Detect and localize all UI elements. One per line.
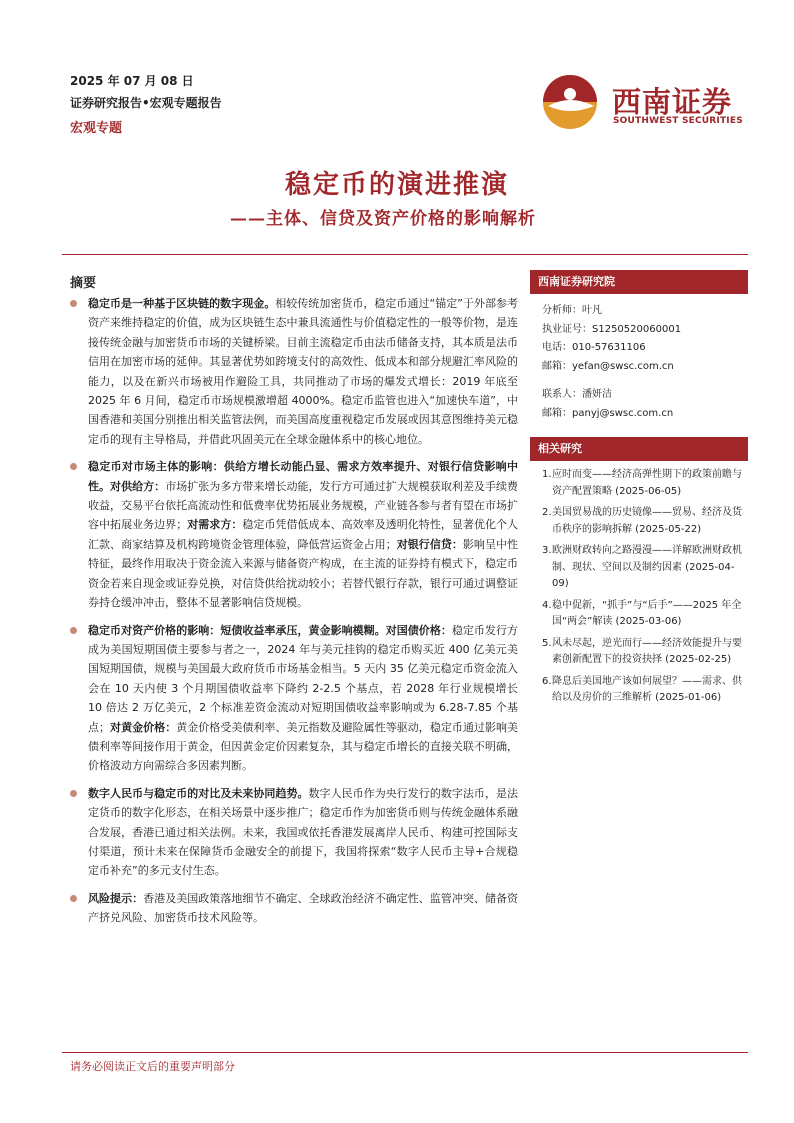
bullet-lead: 数字人民币与稳定币的对比及未来协同趋势。 [88, 786, 309, 800]
bullet-text: 稳定币凭借低成本、高效率及透明化特性，显著优化个人汇款、商家结算及机构跨境资金管理体验，降低营运资金占用； [88, 518, 519, 551]
sidebar [530, 270, 748, 712]
related-research-item[interactable]: 6. 降息后美国地产该如何展望？——需求、供给以及房价的三维解析 (2025-01-06) [542, 675, 742, 703]
bullet-text: 数字人民币作为央行发行的数字法币，是法定货币的数字化形态，在相关场景中逐步推广；稳定币作为加密货币则与传统金融体系融合发展，香港已通过相关法例。未来，我国或依托香港发展离岸人民币、构建可控国际支付渠道，预计未来在保障货币金融安全的前提下，我国将探索“数字人民币主导+合规稳定币补充”的多元支付生态。 [88, 786, 519, 878]
related-research-item[interactable]: 3. 欧洲财政转向之路漫漫——详解欧洲财政机制、现状、空间以及制约因素 (2025-04-09) [542, 545, 742, 589]
bullet-lead: 稳定币对资产价格的影响：短债收益率承压，黄金影响模糊。对国债价格： [88, 623, 452, 637]
brand-name-cn: 西南证券 [612, 85, 733, 119]
contact-person: 联系人：潘妍洁 [542, 389, 612, 400]
summary-bullet [70, 457, 518, 612]
summary-heading: 摘要 [70, 276, 97, 291]
bottom-divider [62, 1052, 748, 1053]
bullet-dot-icon [70, 463, 77, 470]
related-research-item[interactable]: 5. 风未尽起，逆光而行——经济效能提升与要素创新配置下的投资抉择 (2025-02-25) [542, 637, 742, 665]
bullet-dot-icon [70, 895, 77, 902]
contact-email: 邮箱：panyj@swsc.com.cn [542, 407, 674, 419]
analyst-name: 分析师：叶凡 [542, 305, 602, 316]
bullet-lead: 对需求方： [187, 518, 243, 532]
summary-bullet [70, 889, 518, 928]
phone-number: 电话：010-57631106 [542, 342, 646, 353]
summary-bullet [70, 294, 518, 449]
bullet-lead: 对银行信贷： [396, 537, 463, 551]
bullet-dot-icon [70, 627, 77, 634]
brand-name-en: SOUTHWEST SECURITIES [613, 116, 743, 126]
summary-bullet [70, 784, 518, 881]
related-research-heading: 相关研究 [530, 437, 748, 461]
bullet-text: 相较传统加密货币，稳定币通过“锚定”于外部参考资产来维持稳定的价值，成为区块链生态中兼具流通性与价值稳定性的一般等价物，是连接传统金融与加密货币市场的关键桥梁。目前主流稳定币由法币储备支持，其本质是法币信用在加密市场的延伸。其显著优势如跨境支付的高效性、低成本和部分规避汇率风险的能力，以及在新兴市场被用作避险工具，共同推动了市场的爆发式增长：2019 年底至 2025 年 6 月间，稳定币市场规模激增超 4000%。稳定币监管也进入“加速快车道”，中国香港和美国分别推出相关监管法例，而美国高度重视稳定币发展或因其意图维持美元稳定币的现有主导格局，并借此巩固美元在全球金融体系中的核心地位。 [88, 297, 518, 446]
disclaimer-footer: 请务必阅读正文后的重要声明部分 [70, 1060, 235, 1073]
related-research-list [530, 461, 748, 707]
bullet-lead: 风险提示： [88, 891, 144, 905]
institute-heading: 西南证券研究院 [530, 270, 748, 294]
related-research-item[interactable]: 4. 稳中促新，“抓手”与“后手”——2025 年全国“两会”解读 (2025-03-06) [542, 599, 742, 627]
summary-section [70, 294, 518, 936]
report-type: 证券研究报告•宏观专题报告 [70, 96, 222, 110]
related-research-item[interactable]: 2. 美国贸易战的历史镜像——贸易、经济及货币秩序的影响拆解 (2025-05-22) [542, 507, 742, 535]
bullet-lead: 稳定币是一种基于区块链的数字现金。 [88, 297, 276, 310]
bullet-text: 香港及美国政策落地细节不确定、全球政治经济不确定性、监管冲突、储备资产挤兑风险、加密货币技术风险等。 [88, 891, 519, 925]
license-number: 执业证号：S1250520060001 [542, 323, 682, 335]
report-subtitle: ——主体、信贷及资产价格的影响解析 [230, 209, 536, 229]
bullet-dot-icon [70, 790, 77, 797]
bullet-lead: 对黄金价格： [110, 720, 177, 734]
analyst-email: 邮箱：yefan@swsc.com.cn [542, 360, 674, 372]
bullet-lead: 稳定币对市场主体的影响：供给方增长动能凸显、需求方效率提升、对银行信贷影响中性。对供给方： [88, 460, 518, 493]
bullet-text: 稳定币发行方成为美国短期国债主要参与者之一，2024 年与美元挂钩的稳定币购买近 400 亿美元美国短期国债，规模与美国最大政府货币市场基金相当。5 天内 35 亿美元稳定币资金流入会在 10 天内使 3 个月期国债收益率下降约 2-2.5 个基点，若 2028 年行业规模增长 10 倍达 2 万亿美元，2 个标准差资金流动对短期国债收益率影响或为 6.28-7.85 个基点； [88, 623, 519, 734]
bullet-text: 市场扩张为多方带来增长动能，发行方可通过扩大规模获取利差及手续费收益，交易平台依托高流动性和低费率优势拓展业务规模，产业链各参与者有望在市场扩容中拓展业务边界； [88, 479, 519, 532]
top-divider [62, 254, 748, 255]
analyst-contacts [530, 294, 748, 427]
bullet-dot-icon [70, 300, 77, 307]
report-date: 2025 年 07 月 08 日 [70, 74, 194, 88]
bullet-text: 影响呈中性特征，最终作用取决于资金流入来源与储备资产构成，在主流的证券持有模式下，稳定币资金若来自现金或证券兑换，对信贷供给扰动较小；若替代银行存款，银行可通过调整证券持仓缓冲冲击，整体不显著影响信贷规模。 [88, 537, 519, 610]
report-category: 宏观专题 [70, 121, 123, 136]
related-research-item[interactable]: 1. 应时而变——经济高弹性期下的政策前瞻与资产配置策略 (2025-06-05) [542, 469, 742, 497]
report-title: 稳定币的演进推演 [284, 170, 509, 200]
summary-bullet [70, 621, 518, 776]
bullet-text: 黄金价格受美债利率、美元指数及避险属性等驱动，稳定币通过影响美债利率等间接作用于黄金，但因黄金定价因素复杂，其与稳定币增长的直接关联不明确，价格波动方向需综合多因素判断。 [88, 720, 519, 773]
